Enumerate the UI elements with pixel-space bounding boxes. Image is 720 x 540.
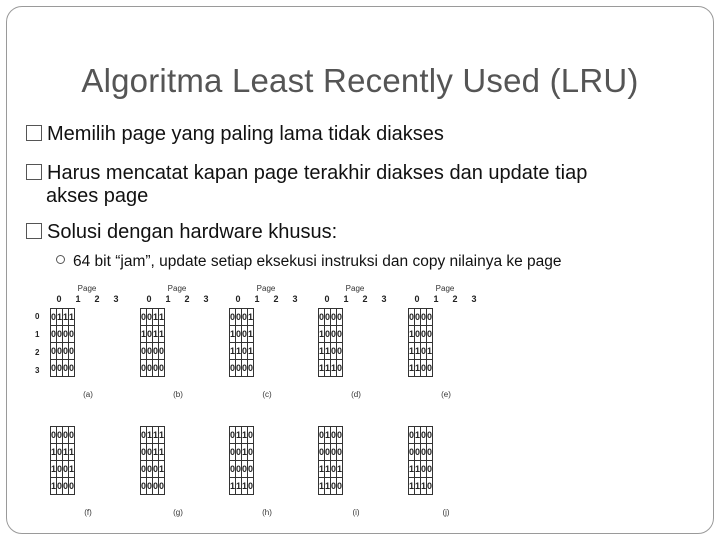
matrix-cell: 0	[51, 427, 57, 444]
bullet-1-text: Memilih page yang paling lama tidak diakses	[47, 123, 444, 145]
matrix-cell: 0	[331, 326, 337, 343]
matrix-row	[409, 444, 433, 461]
matrix-cell: 0	[69, 427, 75, 444]
checkbox-bullet-icon	[26, 223, 42, 239]
matrix-cell: 1	[415, 478, 421, 495]
column-label: 0	[235, 294, 241, 304]
matrix-cell: 1	[421, 478, 427, 495]
matrix-cell: 1	[248, 343, 254, 360]
matrix-table	[229, 426, 254, 495]
matrix-cell: 0	[51, 326, 57, 343]
matrix-cell: 0	[248, 427, 254, 444]
matrix-table	[140, 308, 165, 377]
matrix-cell: 0	[69, 343, 75, 360]
matrix-row	[319, 360, 343, 377]
bullet-2	[26, 162, 587, 208]
matrix-row	[141, 461, 165, 478]
matrix-cell: 1	[159, 309, 165, 326]
matrix-cell: 1	[153, 444, 159, 461]
matrix-cell: 1	[51, 478, 57, 495]
matrix-cell: 0	[153, 343, 159, 360]
matrix-cell: 1	[319, 343, 325, 360]
matrix-cell: 0	[331, 343, 337, 360]
matrix-cell: 0	[409, 444, 415, 461]
matrix-cell: 0	[415, 309, 421, 326]
matrix-row	[230, 478, 254, 495]
matrix-cell: 0	[141, 444, 147, 461]
matrix-cell: 0	[63, 326, 69, 343]
matrix-cell: 1	[409, 461, 415, 478]
matrix-row	[230, 360, 254, 377]
matrix-cell: 0	[147, 343, 153, 360]
matrix-row	[409, 343, 433, 360]
matrix-row	[51, 326, 75, 343]
matrix-row	[230, 427, 254, 444]
matrix-row	[51, 343, 75, 360]
matrix-cell: 0	[248, 444, 254, 461]
matrix-cell: 0	[153, 461, 159, 478]
slide-title: Algoritma Least Recently Used (LRU)	[81, 62, 639, 99]
matrix-cell: 0	[63, 427, 69, 444]
matrix-cell: 0	[427, 444, 433, 461]
matrix-row	[319, 478, 343, 495]
matrix-cell: 1	[69, 309, 75, 326]
matrix-table	[318, 308, 343, 377]
matrix-row	[141, 326, 165, 343]
matrix-cell: 1	[63, 309, 69, 326]
matrix-caption: (e)	[441, 390, 451, 399]
matrix-cell: 0	[331, 478, 337, 495]
matrix-table	[50, 426, 75, 495]
matrix-cell: 1	[415, 360, 421, 377]
matrix-row	[230, 343, 254, 360]
matrix-cell: 0	[230, 444, 236, 461]
matrix-cell: 1	[230, 343, 236, 360]
matrix-cell: 0	[331, 444, 337, 461]
matrix-cell: 0	[57, 360, 63, 377]
column-label: 2	[362, 294, 368, 304]
matrix-cell: 1	[415, 343, 421, 360]
column-label: 3	[113, 294, 119, 304]
matrix-cell: 0	[337, 427, 343, 444]
page-header-label: Page	[167, 284, 187, 293]
matrix-cell: 1	[69, 444, 75, 461]
matrix-caption: (g)	[173, 508, 183, 517]
matrix-cell: 0	[242, 309, 248, 326]
matrix-row	[51, 461, 75, 478]
matrix-table	[140, 426, 165, 495]
matrix-cell: 0	[337, 326, 343, 343]
row-label: 1	[35, 330, 40, 339]
matrix-row	[51, 478, 75, 495]
matrix-cell: 0	[51, 309, 57, 326]
checkbox-bullet-icon	[26, 125, 42, 141]
column-label: 1	[433, 294, 439, 304]
matrix-caption: (h)	[262, 508, 272, 517]
matrix-cell: 0	[248, 478, 254, 495]
bullet-3-text: Solusi dengan hardware khusus:	[47, 221, 338, 243]
matrix-row	[230, 461, 254, 478]
matrix-row	[409, 461, 433, 478]
matrix-cell: 0	[427, 309, 433, 326]
matrix-cell: 0	[147, 309, 153, 326]
page-header-label: Page	[77, 284, 97, 293]
matrix-cell: 1	[230, 326, 236, 343]
matrix-cell: 1	[325, 343, 331, 360]
matrix-cell: 0	[421, 309, 427, 326]
matrix-cell: 1	[331, 360, 337, 377]
matrix-table	[50, 308, 75, 377]
matrix-cell: 1	[69, 461, 75, 478]
matrix-cell: 1	[141, 326, 147, 343]
matrix-cell: 0	[57, 343, 63, 360]
column-label: 3	[203, 294, 209, 304]
matrix-cell: 0	[427, 478, 433, 495]
matrix-cell: 0	[427, 461, 433, 478]
bullet-1	[26, 123, 444, 146]
matrix-cell: 0	[69, 478, 75, 495]
matrix-cell: 0	[147, 444, 153, 461]
matrix-cell: 0	[236, 444, 242, 461]
column-label: 0	[414, 294, 420, 304]
bullet-2-text: Harus mencatat kapan page terakhir diakses dan update tiap	[47, 162, 588, 184]
matrix-cell: 0	[248, 461, 254, 478]
matrix-cell: 1	[63, 444, 69, 461]
matrix-row	[51, 360, 75, 377]
matrix-cell: 1	[325, 461, 331, 478]
column-label: 3	[381, 294, 387, 304]
column-label: 1	[75, 294, 81, 304]
matrix-cell: 0	[57, 444, 63, 461]
matrix-cell: 0	[159, 360, 165, 377]
matrix-caption: (f)	[84, 508, 92, 517]
matrix-cell: 1	[153, 427, 159, 444]
matrix-row	[319, 427, 343, 444]
matrix-cell: 1	[319, 478, 325, 495]
page-header-label: Page	[256, 284, 276, 293]
matrix-cell: 1	[57, 309, 63, 326]
matrix-cell: 0	[147, 326, 153, 343]
matrix-cell: 0	[242, 461, 248, 478]
matrix-cell: 0	[427, 326, 433, 343]
column-label: 2	[184, 294, 190, 304]
matrix-caption: (d)	[351, 390, 361, 399]
matrix-cell: 0	[421, 461, 427, 478]
matrix-table	[408, 426, 433, 495]
column-label: 1	[343, 294, 349, 304]
matrix-cell: 0	[242, 326, 248, 343]
page-header-label: Page	[345, 284, 365, 293]
matrix-cell: 0	[51, 360, 57, 377]
matrix-cell: 1	[409, 360, 415, 377]
matrix-row	[141, 478, 165, 495]
matrix-caption: (i)	[352, 508, 360, 517]
column-label: 2	[452, 294, 458, 304]
column-label: 3	[471, 294, 477, 304]
matrix-cell: 1	[236, 427, 242, 444]
matrix-cell: 0	[230, 309, 236, 326]
matrix-cell: 0	[409, 309, 415, 326]
matrix-row	[51, 427, 75, 444]
matrix-row	[141, 343, 165, 360]
column-label: 2	[273, 294, 279, 304]
matrix-cell: 1	[230, 478, 236, 495]
matrix-cell: 0	[147, 478, 153, 495]
matrix-row	[319, 461, 343, 478]
checkbox-bullet-icon	[26, 164, 42, 180]
matrix-cell: 0	[141, 461, 147, 478]
matrix-cell: 0	[230, 360, 236, 377]
matrix-cell: 1	[319, 326, 325, 343]
matrix-caption: (c)	[262, 390, 272, 399]
matrix-cell: 0	[141, 343, 147, 360]
matrix-cell: 0	[63, 478, 69, 495]
matrix-cell: 0	[319, 309, 325, 326]
sub-bullet	[56, 253, 562, 271]
matrix-cell: 0	[63, 360, 69, 377]
matrix-cell: 1	[159, 427, 165, 444]
matrix-row	[319, 444, 343, 461]
matrix-row	[409, 360, 433, 377]
matrix-cell: 1	[325, 360, 331, 377]
matrix-row	[409, 478, 433, 495]
matrix-cell: 0	[57, 326, 63, 343]
matrix-row	[141, 427, 165, 444]
column-label: 3	[292, 294, 298, 304]
matrix-cell: 0	[230, 461, 236, 478]
column-label: 1	[254, 294, 260, 304]
matrix-cell: 0	[415, 444, 421, 461]
matrix-cell: 1	[159, 444, 165, 461]
matrix-cell: 0	[57, 461, 63, 478]
column-label: 0	[324, 294, 330, 304]
matrix-cell: 1	[319, 360, 325, 377]
matrix-cell: 1	[153, 309, 159, 326]
matrix-cell: 0	[319, 427, 325, 444]
matrix-cell: 1	[236, 478, 242, 495]
matrix-cell: 1	[248, 309, 254, 326]
matrix-row	[51, 444, 75, 461]
matrix-cell: 1	[51, 444, 57, 461]
matrix-cell: 0	[63, 461, 69, 478]
matrix-cell: 1	[236, 343, 242, 360]
matrix-cell: 0	[325, 444, 331, 461]
matrix-cell: 0	[337, 444, 343, 461]
matrix-caption: (j)	[442, 508, 450, 517]
matrix-cell: 0	[415, 326, 421, 343]
matrix-cell: 1	[159, 326, 165, 343]
matrix-cell: 1	[337, 461, 343, 478]
matrix-row	[319, 326, 343, 343]
matrix-cell: 0	[57, 427, 63, 444]
matrix-cell: 0	[69, 326, 75, 343]
matrix-cell: 0	[319, 444, 325, 461]
matrix-table	[408, 308, 433, 377]
matrix-cell: 1	[409, 478, 415, 495]
matrix-cell: 0	[57, 478, 63, 495]
matrix-cell: 0	[69, 360, 75, 377]
matrix-cell: 0	[230, 427, 236, 444]
matrix-cell: 1	[248, 326, 254, 343]
matrix-cell: 1	[242, 444, 248, 461]
matrix-cell: 0	[141, 309, 147, 326]
matrix-cell: 1	[325, 478, 331, 495]
matrix-cell: 1	[147, 427, 153, 444]
matrix-caption: (a)	[83, 390, 93, 399]
matrix-cell: 0	[337, 343, 343, 360]
bullet-2-text-cont: akses page	[46, 185, 149, 207]
matrix-row	[230, 444, 254, 461]
column-label: 1	[165, 294, 171, 304]
matrix-caption: (b)	[173, 390, 183, 399]
matrix-cell: 0	[331, 309, 337, 326]
matrix-cell: 0	[63, 343, 69, 360]
matrix-cell: 0	[147, 461, 153, 478]
matrix-cell: 0	[421, 360, 427, 377]
matrix-cell: 0	[236, 360, 242, 377]
matrix-cell: 0	[236, 326, 242, 343]
matrix-cell: 0	[236, 461, 242, 478]
matrix-cell: 0	[159, 343, 165, 360]
matrix-cell: 0	[421, 427, 427, 444]
matrix-row	[51, 309, 75, 326]
matrix-cell: 1	[51, 461, 57, 478]
matrix-cell: 0	[325, 326, 331, 343]
matrix-row	[319, 309, 343, 326]
matrix-cell: 0	[236, 309, 242, 326]
matrix-cell: 0	[242, 343, 248, 360]
matrix-cell: 0	[331, 461, 337, 478]
row-label: 0	[35, 312, 40, 321]
bullet-3	[26, 221, 337, 244]
row-label: 3	[35, 366, 40, 375]
matrix-cell: 0	[421, 343, 427, 360]
matrix-cell: 0	[427, 360, 433, 377]
matrix-cell: 0	[427, 427, 433, 444]
column-label: 0	[146, 294, 152, 304]
matrix-cell: 0	[153, 478, 159, 495]
matrix-row	[230, 326, 254, 343]
matrix-cell: 1	[409, 343, 415, 360]
matrix-cell: 1	[415, 427, 421, 444]
matrix-cell: 1	[242, 478, 248, 495]
matrix-cell: 0	[337, 360, 343, 377]
matrix-cell: 0	[141, 427, 147, 444]
matrix-row	[141, 309, 165, 326]
sub-bullet-text: 64 bit “jam”, update setiap eksekusi instruksi dan copy nilainya ke page	[73, 253, 562, 270]
column-label: 0	[56, 294, 62, 304]
circle-bullet-icon	[56, 255, 65, 264]
matrix-cell: 0	[153, 360, 159, 377]
matrix-cell: 0	[51, 343, 57, 360]
matrix-row	[141, 360, 165, 377]
matrix-row	[409, 309, 433, 326]
matrix-cell: 0	[337, 478, 343, 495]
matrix-cell: 1	[159, 461, 165, 478]
matrix-cell: 0	[141, 478, 147, 495]
matrix-cell: 1	[153, 326, 159, 343]
matrix-cell: 0	[248, 360, 254, 377]
matrix-cell: 0	[409, 427, 415, 444]
matrix-cell: 1	[427, 343, 433, 360]
matrix-cell: 0	[421, 326, 427, 343]
matrix-cell: 0	[325, 309, 331, 326]
matrix-cell: 0	[141, 360, 147, 377]
matrix-table	[318, 426, 343, 495]
matrix-cell: 0	[421, 444, 427, 461]
matrix-row	[141, 444, 165, 461]
matrix-cell: 1	[242, 427, 248, 444]
matrix-cell: 0	[147, 360, 153, 377]
row-label: 2	[35, 348, 40, 357]
page-header-label: Page	[435, 284, 455, 293]
matrix-cell: 0	[242, 360, 248, 377]
matrix-cell: 0	[337, 309, 343, 326]
matrix-cell: 1	[415, 461, 421, 478]
matrix-row	[409, 326, 433, 343]
matrix-cell: 1	[409, 326, 415, 343]
matrix-cell: 0	[159, 478, 165, 495]
column-label: 2	[94, 294, 100, 304]
matrix-row	[319, 343, 343, 360]
matrix-cell: 1	[319, 461, 325, 478]
matrix-cell: 1	[325, 427, 331, 444]
matrix-row	[230, 309, 254, 326]
matrix-row	[409, 427, 433, 444]
matrix-table	[229, 308, 254, 377]
matrix-cell: 0	[331, 427, 337, 444]
